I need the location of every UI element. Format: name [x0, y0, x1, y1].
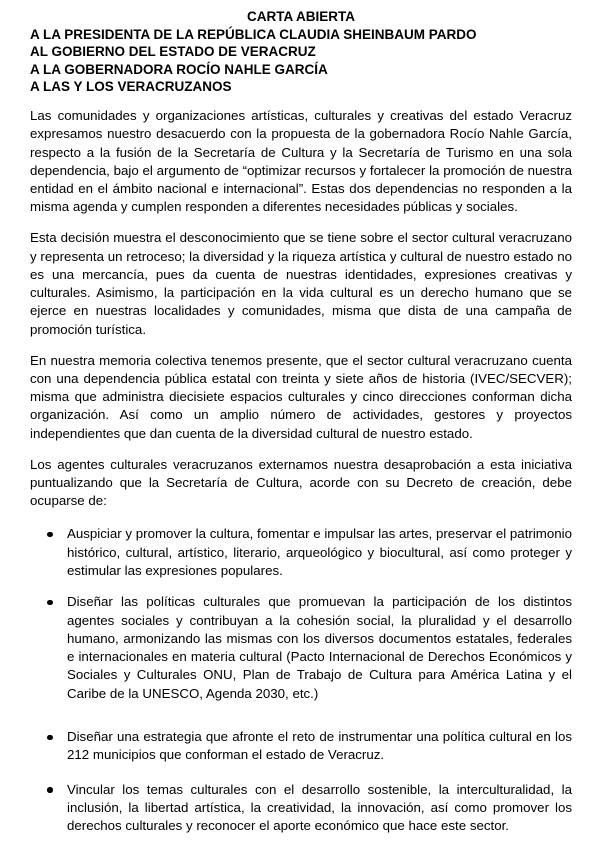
list-item	[30, 525, 572, 580]
list-item	[30, 728, 572, 765]
document-title: CARTA ABIERTA	[247, 9, 355, 24]
bullet-text-politicas: Diseñar las políticas culturales que promuevan la participación de los distintos agentes sociales y contribuyan a la cohesión social, la pluralidad y el desarrollo humano, armonizando las mismas con los diversos documentos estatales, federales e internacionales en materia cultural (Pacto Internacional de Derechos Económicos y Sociales y Culturales ONU, Plan de Trabajo de Cultura para América Latina y el Caribe de la UNESCO, Agenda 2030, etc.)	[67, 594, 572, 701]
bullet-text-vincular: Vincular los temas culturales con el desarrollo sostenible, la interculturalidad, la inclusión, la libertad artística, la creatividad, la innovación, así como promover los derechos culturales y reconocer el aporte económico que hace este sector.	[67, 781, 572, 834]
bullet-icon	[47, 600, 53, 606]
list-item	[30, 593, 572, 703]
bullet-icon	[47, 787, 53, 793]
addressee-line-gobierno: AL GOBIERNO DEL ESTADO DE VERACRUZ	[30, 44, 316, 60]
bullet-list	[30, 525, 572, 835]
addressee-block	[30, 26, 572, 96]
paragraph-desacuerdo: Las comunidades y organizaciones artísticas, culturales y creativas del estado Veracruz expresamos nuestro desacuerdo con la propuesta de la gobernadora Rocío Nahle García, respecto a la fusión de la Secretaría de Cultura y la Secretaría de Turismo en una sola dependencia, bajo el argumento de “optimizar recursos y fortalecer la promoción de nuestra entidad en el ámbito nacional e internacional”. Estas dos dependencias no responden a la misma agenda y cumplen responden a diferentes necesidades públicas y sociales.	[30, 107, 572, 215]
addressee-line-presidenta: A LA PRESIDENTA DE LA REPÚBLICA CLAUDIA SHEINBAUM PARDO	[30, 26, 477, 42]
bullet-icon	[47, 735, 53, 741]
paragraph-desaprobacion: Los agentes culturales veracruzanos externamos nuestra desaprobación a esta iniciativa puntualizando que la Secretaría de Cultura, acorde con su Decreto de creación, debe ocuparse de:	[30, 456, 572, 509]
paragraph-memoria-colectiva: En nuestra memoria colectiva tenemos presente, que el sector cultural veracruzano cuenta con una dependencia pública estatal con treinta y siete años de historia (IVEC/SECVER); misma que administra diecisiete espacios culturales y cinco direcciones conforman dicha organización. Así como un amplio número de actividades, gestores y proyectos independientes que dan cuenta de la diversidad cultural de nuestro estado.	[30, 352, 572, 441]
paragraph-retroceso: Esta decisión muestra el desconocimiento que se tiene sobre el sector cultural veracruzano y representa un retroceso; la diversidad y la riqueza artística y cultural de nuestro estado no es una mercancía, pues da cuenta de nuestras identidades, expresiones creativas y culturales. Asimismo, la participación en la vida cultural es un derecho humano que se ejerce en nuestras localidades y comunidades, misma que dista de una campaña de promoción turística.	[30, 230, 572, 337]
addressee-line-gobernadora: A LA GOBERNADORA ROCÍO NAHLE GARCÍA	[30, 61, 328, 77]
list-item	[30, 781, 572, 836]
bullet-text-estrategia: Diseñar una estrategia que afronte el reto de instrumentar una política cultural en los 212 municipios que conforman el estado de Veracruz.	[67, 729, 572, 763]
bullet-icon	[47, 532, 53, 538]
addressee-line-veracruzanos: A LAS Y LOS VERACRUZANOS	[30, 79, 232, 95]
bullet-text-auspiciar: Auspiciar y promover la cultura, fomentar e impulsar las artes, preservar el patrimonio histórico, cultural, artístico, literario, arqueológico y biocultural, así como proteger y estimular las expresiones populares.	[67, 526, 572, 578]
